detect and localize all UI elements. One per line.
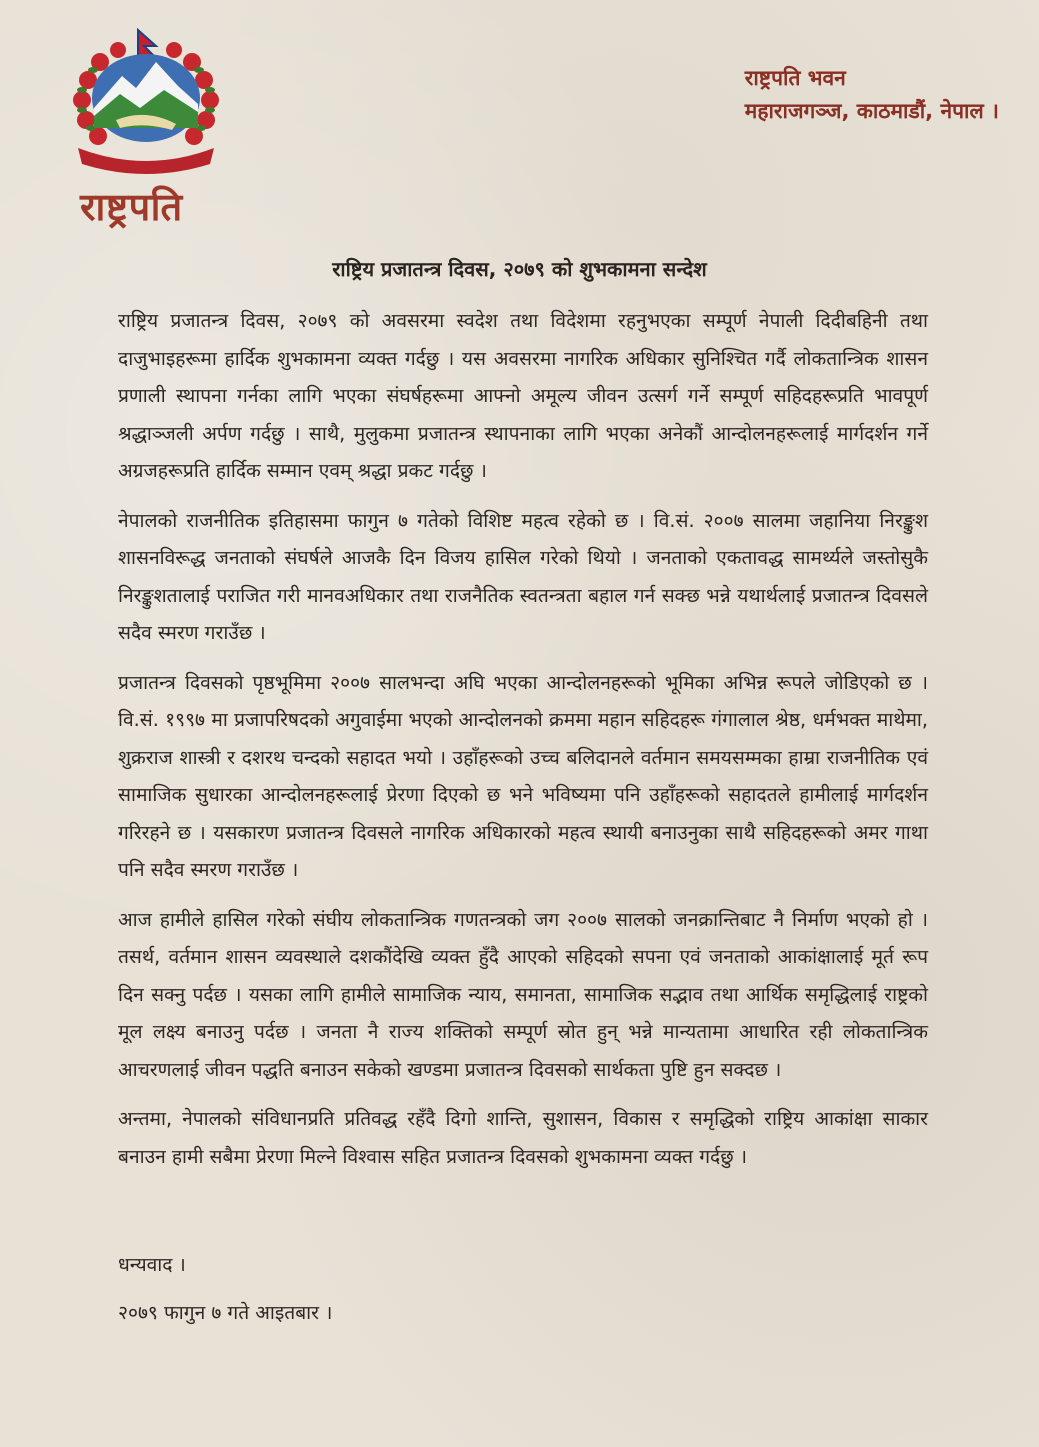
paragraph-5: अन्तमा, नेपालको संविधानप्रति प्रतिवद्ध रहँदै दिगो शान्ति, सुशासन, विकास र समृद्धिको राष्ट्रिय आकांक्षा साकार बनाउन हामी सबैमा प्रेरणा मिल्ने विश्वास सहित प्रजातन्त्र दिवसको शुभकामना व्यक्त गर्दछु । [118,1107,928,1168]
closing-thanks: धन्यवाद । [118,1253,186,1276]
paragraph-4: आज हामीले हासिल गरेको संघीय लोकतान्त्रिक गणतन्त्रको जग २००७ सालको जनक्रान्तिबाट नै निर्माण भएको हो । तसर्थ, वर्तमान शासन व्यवस्थाले दशकौंदेखि व्यक्त हुँदै आएको सहिदको सपना एवं जनताको आकांक्षालाई मूर्त रूप दिन सक्नु पर्दछ । यसका लागि हामीले सामाजिक न्याय, समानता, सामाजिक सद्भाव तथा आर्थिक समृद्धिलाई राष्ट्रको मूल लक्ष्य बनाउनु पर्दछ । जनता नै राज्य शक्तिको सम्पूर्ण स्रोत हुन् भन्ने मान्यतामा आधारित रही लोकतान्त्रिक आचरणलाई जीवन पद्धति बनाउन सकेको खण्डमा प्रजातन्त्र दिवसको सार्थकता पुष्टि हुन सक्दछ । [118,907,928,1081]
closing-date: २०७९ फागुन ७ गते आइतबार । [118,1301,333,1324]
paragraph-2: नेपालको राजनीतिक इतिहासमा फागुन ७ गतेको विशिष्ट महत्व रहेको छ । वि.सं. २००७ सालमा जहानिया निरङ्कुश शासनविरूद्ध जनताको संघर्षले आजकै दिन विजय हासिल गरेको थियो । जनताको एकतावद्ध सामर्थ्यले जस्तोसुकै निरङ्कुशतालाई पराजित गरी मानवअधिकार तथा राजनैतिक स्वतन्त्रता बहाल गर्न सक्छ भन्ने यथार्थलाई प्रजातन्त्र दिवसले सदैव स्मरण गराउँछ । [118,508,928,644]
message-title: राष्ट्रिय प्रजातन्त्र दिवस, २०७९ को शुभकामना सन्देश [332,257,707,281]
nepal-national-emblem-icon [60,24,232,174]
paragraph-1: राष्ट्रिय प्रजातन्त्र दिवस, २०७९ को अवसरमा स्वदेश तथा विदेशमा रहनुभएका सम्पूर्ण नेपाली दिदीबहिनी तथा दाजुभाइहरूमा हार्दिक शुभकामना व्यक्त गर्दछु । यस अवसरमा नागरिक अधिकार सुनिश्चित गर्दै लोकतान्त्रिक शासन प्रणाली स्थापना गर्नका लागि भएका संघर्षहरूमा आफ्नो अमूल्य जीवन उत्सर्ग गर्ने सम्पूर्ण सहिदहरूप्रति भावपूर्ण श्रद्धाञ्जली अर्पण गर्दछु । साथै, मुलुकमा प्रजातन्त्र स्थापनाका लागि भएका अनेकौं आन्दोलनहरूलाई मार्गदर्शन गर्ने अग्रजहरूप्रति हार्दिक सम्मान एवम् श्रद्धा प्रकट गर्दछु । [118,309,928,482]
address-block [745,62,999,128]
address-line-1: राष्ट्रपति भवन [744,66,846,90]
address-line-2: महाराजगञ्ज, काठमाडौं, नेपाल । [744,99,999,123]
office-name: राष्ट्रपति [80,185,183,229]
paragraph-3: प्रजातन्त्र दिवसको पृष्ठभूमिमा २००७ सालभन्दा अघि भएका आन्दोलनहरूको भूमिका अभिन्न रूपले जोडिएको छ । वि.सं. १९९७ मा प्रजापरिषदको अगुवाईमा भएको आन्दोलनको क्रममा महान सहिदहरू गंगालाल श्रेष्ठ, धर्मभक्त माथेमा, शुक्रराज शास्त्री र दशरथ चन्दको सहादत भयो । उहाँहरूको उच्च बलिदानले वर्तमान समयसम्मका हाम्रा राजनीतिक एवं सामाजिक सुधारका आन्दोलनहरूलाई प्रेरणा दिएको छ भने भविष्यमा पनि उहाँहरूको सहादतले हामीलाई मार्गदर्शन गरिरहने छ । यसकारण प्रजातन्त्र दिवसले नागरिक अधिकारको महत्व स्थायी बनाउनुका साथै सहिदहरूको अमर गाथा पनि सदैव स्मरण गराउँछ । [118,670,928,881]
message-body [118,302,928,1187]
